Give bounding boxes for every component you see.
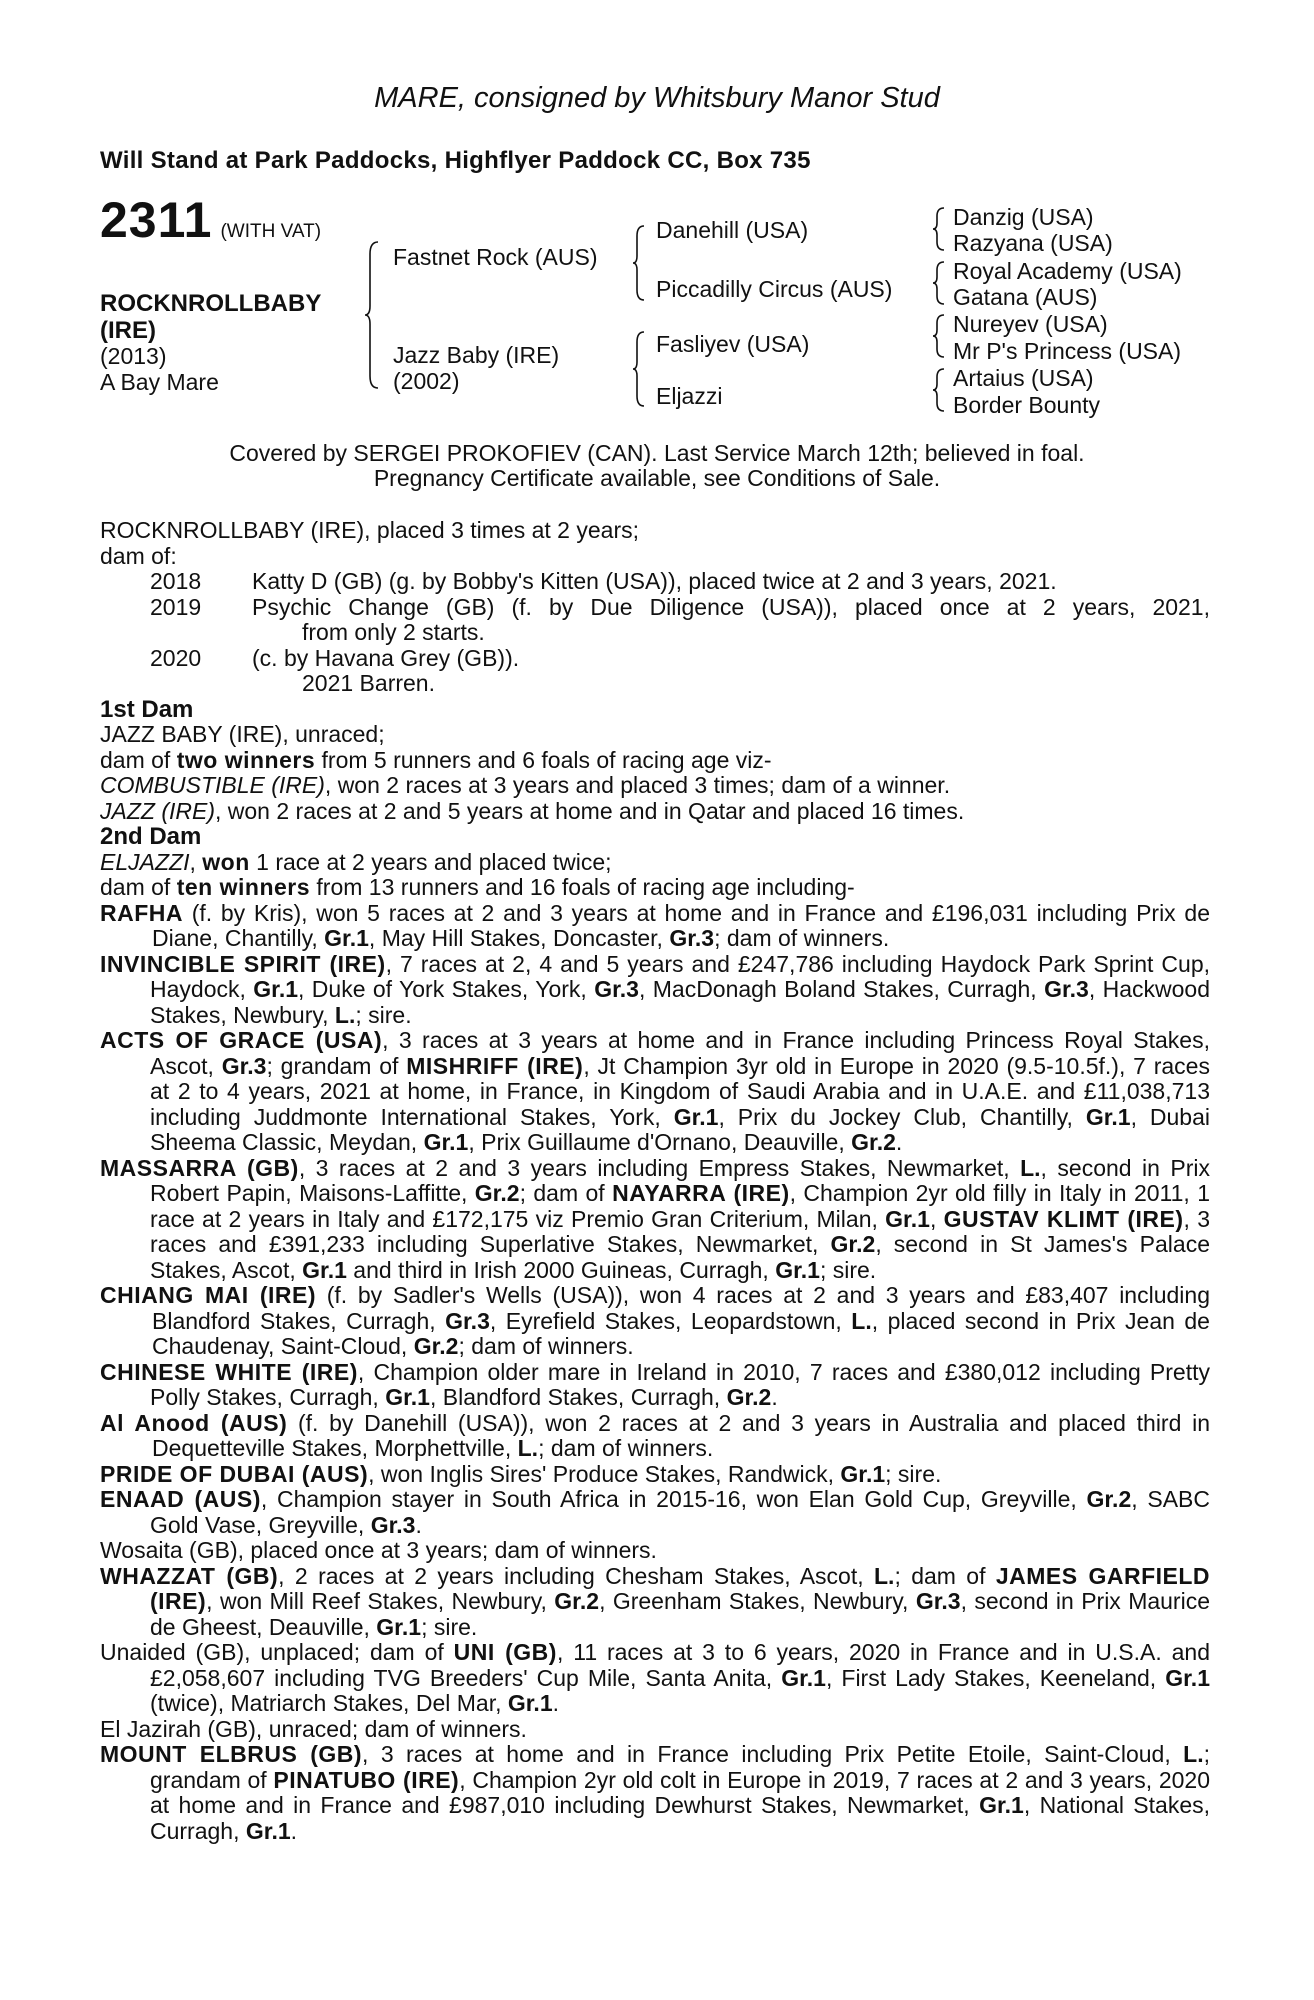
pedigree-brace-ss	[932, 206, 946, 252]
first-dam-runner: COMBUSTIBLE (IRE), won 2 races at 3 years and placed 3 times; dam of a winner.	[100, 772, 951, 798]
produce-year: 2020	[150, 644, 202, 671]
runner-entry: WHAZZAT (GB), 2 races at 2 years including Chesham Stakes, Ascot, L.; dam of JAMES GARFIELD (IRE), won Mill Reef Stakes, Newbury, Gr.2, Greenham Stakes, Newbury, Gr.3, second in Prix Maurice de Gheest, Deauville, Gr.1; sire.	[100, 1562, 1211, 1640]
produce-dam-of: dam of:	[100, 542, 177, 569]
first-dam-summary: dam of two winners from 5 runners and 6 foals of racing age viz-	[100, 746, 772, 773]
page-title: MARE, consigned by Whitsbury Manor Stud	[374, 82, 940, 114]
produce-record	[100, 595, 1210, 646]
runner-entry: ACTS OF GRACE (USA), 3 races at 3 years at home and in France including Princess Royal Stakes, Ascot, Gr.3; grandam of MISHRIFF (IRE), Jt Champion 3yr old in Europe in 2020 (9.5-10.5f.), 7 races at 2 to 4 years, 2021 at home, in France, in Kingdom of Saudi Arabia and in U.A.E. and £11,038,713 including Juddmonte International Stakes, York, Gr.1, Prix du Jockey Club, Chantilly, Gr.1, Dubai Sheema Classic, Meydan, Gr.1, Prix Guillaume d'Ornano, Deauville, Gr.2.	[100, 1027, 1210, 1155]
runner-entry: CHINESE WHITE (IRE), Champion older mare in Ireland in 2010, 7 races and £380,012 including Pretty Polly Stakes, Curragh, Gr.1, Blandford Stakes, Curragh, Gr.2.	[100, 1358, 1211, 1410]
pedigree-brace-dd	[932, 367, 946, 413]
produce-year: 2018	[150, 568, 202, 594]
pedigree-brace-dam	[632, 330, 646, 408]
pedigree-dds: Artaius (USA)	[953, 365, 1094, 391]
pedigree-sire: Fastnet Rock (AUS)	[393, 244, 598, 270]
produce-year: 2019	[150, 593, 202, 620]
first-dam-heading: 1st Dam	[100, 695, 194, 723]
horse-name: ROCKNROLLBABY	[100, 290, 322, 317]
pedigree-sdd: Gatana (AUS)	[953, 284, 1098, 310]
pedigree-ddd: Border Bounty	[953, 392, 1101, 418]
vat-label: (WITH VAT)	[220, 221, 322, 242]
catalogue-body	[100, 518, 1210, 1844]
pedigree-sire-sire: Danehill (USA)	[656, 217, 809, 243]
pedigree-dam: Jazz Baby (IRE)	[393, 342, 560, 368]
pedigree-brace-sd	[932, 260, 946, 306]
lot-number: 2311	[100, 192, 213, 248]
pedigree-dam-sire: Fasliyev (USA)	[656, 331, 810, 357]
runner-entry: MOUNT ELBRUS (GB), 3 races at home and in France including Prix Petite Etoile, Saint-Cloud, L.; grandam of PINATUBO (IRE), Champion 2yr old colt in Europe in 2019, 7 races at 2 and 3 years, 2020 at home and in France and £987,010 including Dewhurst Stakes, Newmarket, Gr.1, National Stakes, Curragh, Gr.1.	[100, 1741, 1211, 1844]
produce-text: (c. by Havana Grey (GB)).	[252, 644, 520, 671]
lot-number-block	[100, 192, 322, 248]
first-dam-line: JAZZ BABY (IRE), unraced;	[100, 721, 385, 747]
second-dam-heading: 2nd Dam	[100, 823, 202, 850]
produce-intro: ROCKNROLLBABY (IRE), placed 3 times at 2 years;	[100, 517, 639, 543]
pedigree-sss: Danzig (USA)	[953, 204, 1094, 230]
produce-text-cont: from only 2 starts.	[302, 619, 485, 645]
produce-text: Katty D (GB) (g. by Bobby's Kitten (USA)), placed twice at 2 and 3 years, 2021.	[252, 568, 1057, 594]
pedigree-dss: Nureyev (USA)	[953, 311, 1108, 337]
pedigree-sire-dam: Piccadilly Circus (AUS)	[656, 276, 893, 302]
pregnancy-line: Pregnancy Certificate available, see Conditions of Sale.	[373, 465, 941, 491]
horse-country: (IRE)	[100, 317, 156, 344]
pedigree-ssd: Razyana (USA)	[953, 230, 1113, 256]
pedigree-brace-ds	[932, 313, 946, 359]
second-dam-line: ELJAZZI, won 1 race at 2 years and placed twice;	[100, 848, 612, 875]
runner-entry: Unaided (GB), unplaced; dam of UNI (GB), 11 races at 3 to 6 years, 2020 in France and in U.S.A. and £2,058,607 including TVG Breeders' Cup Mile, Santa Anita, Gr.1, First Lady Stakes, Keeneland, Gr.1 (twice), Matriarch Stakes, Del Mar, Gr.1.	[100, 1639, 1211, 1716]
first-dam-runner: JAZZ (IRE), won 2 races at 2 and 5 years at home and in Qatar and placed 16 times.	[100, 797, 965, 824]
produce-text-cont: 2021 Barren.	[302, 670, 435, 696]
runner-entry: ENAAD (AUS), Champion stayer in South Africa in 2015-16, won Elan Gold Cup, Greyville, Gr.2, SABC Gold Vase, Greyville, Gr.3.	[100, 1486, 1210, 1538]
covering-info	[0, 441, 1314, 491]
runner-entry: Wosaita (GB), placed once at 3 years; dam of winners.	[100, 1537, 657, 1563]
stand-location: Will Stand at Park Paddocks, Highflyer Paddock CC, Box 735	[100, 147, 811, 174]
runner-entry: RAFHA (f. by Kris), won 5 races at 2 and 3 years at home and in France and £196,031 including Prix de Diane, Chantilly, Gr.1, May Hill Stakes, Doncaster, Gr.3; dam of winners.	[100, 899, 1210, 951]
pedigree-sds: Royal Academy (USA)	[953, 258, 1182, 284]
produce-record	[100, 646, 1210, 697]
pedigree-brace-sire	[632, 224, 646, 302]
covered-line: Covered by SERGEI PROKOFIEV (CAN). Last Service March 12th; believed in foal.	[229, 440, 1085, 466]
produce-text: Psychic Change (GB) (f. by Due Diligence (USA)), placed once at 2 years, 2021,	[252, 593, 1210, 620]
pedigree-dam-dam: Eljazzi	[656, 383, 723, 409]
horse-description: A Bay Mare	[100, 368, 219, 395]
horse-info	[100, 290, 321, 395]
pedigree-dam-year: (2002)	[393, 368, 460, 394]
runner-entry: MASSARRA (GB), 3 races at 2 and 3 years including Empress Stakes, Newmarket, L., second in Prix Robert Papin, Maisons-Laffitte, Gr.2; dam of NAYARRA (IRE), Champion 2yr old filly in Italy in 2011, 1 race at 2 years in Italy and £172,175 viz Premio Gran Criterium, Milan, Gr.1, GUSTAV KLIMT (IRE), 3 races and £391,233 including Superlative Stakes, Newmarket, Gr.2, second in St James's Palace Stakes, Ascot, Gr.1 and third in Irish 2000 Guineas, Curragh, Gr.1; sire.	[100, 1154, 1211, 1283]
horse-year: (2013)	[100, 343, 167, 369]
pedigree-brace-main	[364, 240, 380, 390]
runner-entry: PRIDE OF DUBAI (AUS), won Inglis Sires' Produce Stakes, Randwick, Gr.1; sire.	[100, 1460, 942, 1487]
produce-record	[100, 569, 1210, 595]
runner-entry: Al Anood (AUS) (f. by Danehill (USA)), won 2 races at 2 and 3 years in Australia and placed third in Dequetteville Stakes, Morphettville, L.; dam of winners.	[100, 1409, 1210, 1461]
second-dam-summary: dam of ten winners from 13 runners and 16 foals of racing age including-	[100, 874, 855, 900]
runner-entry: CHIANG MAI (IRE) (f. by Sadler's Wells (USA)), won 4 races at 2 and 3 years and £83,407 including Blandford Stakes, Curragh, Gr.3, Eyrefield Stakes, Leopardstown, L., placed second in Prix Jean de Chaudenay, Saint-Cloud, Gr.2; dam of winners.	[100, 1282, 1210, 1359]
runner-entry: El Jazirah (GB), unraced; dam of winners.	[100, 1715, 527, 1742]
runner-entry: INVINCIBLE SPIRIT (IRE), 7 races at 2, 4 and 5 years and £247,786 including Haydock Park Sprint Cup, Haydock, Gr.1, Duke of York Stakes, York, Gr.3, MacDonagh Boland Stakes, Curragh, Gr.3, Hackwood Stakes, Newbury, L.; sire.	[100, 950, 1211, 1028]
pedigree-dsd: Mr P's Princess (USA)	[953, 338, 1182, 364]
